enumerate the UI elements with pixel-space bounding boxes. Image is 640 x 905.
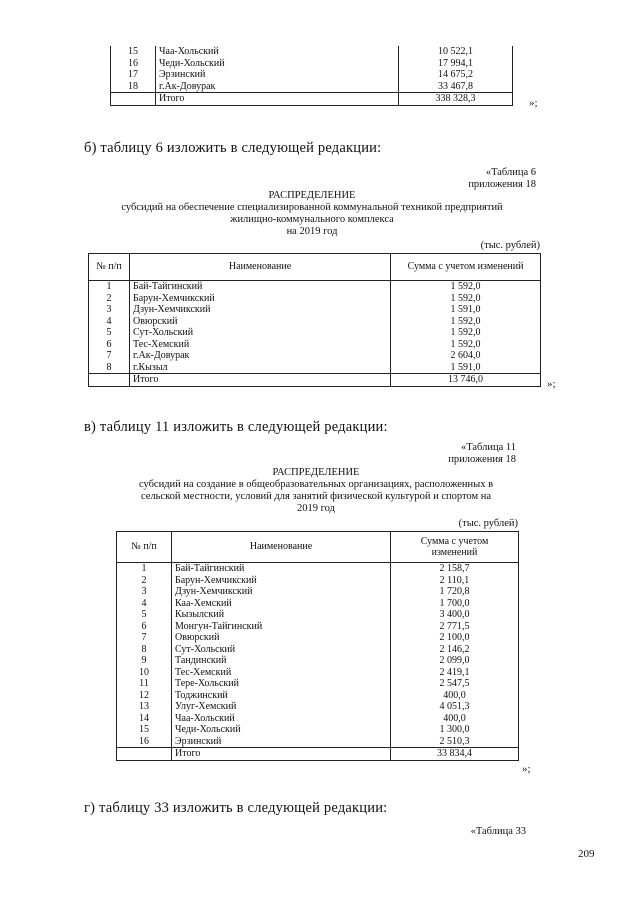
table6-units: (тыс. рублей)	[480, 240, 540, 251]
table11-row-sum: 2 510,3	[391, 736, 519, 748]
table11-row-number: 13	[117, 701, 172, 713]
top-table-row-name: Чеди-Хольский	[156, 58, 399, 70]
table11-closing: »;	[522, 763, 531, 775]
table6-row	[89, 339, 541, 351]
table6-row-number: 8	[89, 362, 130, 374]
table11-row-name: Дзун-Хемчикский	[172, 586, 391, 598]
table11-total-row	[117, 748, 519, 761]
table11-total-label: Итого	[172, 748, 391, 761]
table11-row	[117, 644, 519, 656]
table6-row-name: Дзун-Хемчикский	[130, 304, 391, 316]
top-table-row	[111, 58, 513, 70]
table6-row-number: 6	[89, 339, 130, 351]
table11-row	[117, 724, 519, 736]
table11-row-sum: 1 700,0	[391, 598, 519, 610]
top-table-total-label: Итого	[156, 93, 399, 106]
table6-ref-line1: «Таблица 6	[485, 167, 536, 178]
table11-row	[117, 609, 519, 621]
table6-row-sum: 1 592,0	[391, 339, 541, 351]
table11-row	[117, 598, 519, 610]
table11-row-number: 3	[117, 586, 172, 598]
table6-row	[89, 350, 541, 362]
table6-row-name: Тес-Хемский	[130, 339, 391, 351]
table11-row-number: 5	[117, 609, 172, 621]
table6-row-number: 1	[89, 281, 130, 293]
table6	[88, 253, 541, 387]
table6-row	[89, 316, 541, 328]
table11-row-name: Тес-Хемский	[172, 667, 391, 679]
table6-row	[89, 362, 541, 374]
top-table-row	[111, 69, 513, 81]
table11-row	[117, 678, 519, 690]
table6-caption	[84, 190, 540, 238]
table6-row	[89, 281, 541, 293]
top-table-row-sum: 10 522,1	[399, 46, 513, 58]
table11-row-sum: 1 720,8	[391, 586, 519, 598]
table6-row	[89, 293, 541, 305]
table11-row	[117, 713, 519, 725]
table11	[116, 531, 519, 761]
table11-row-sum: 1 300,0	[391, 724, 519, 736]
table11-row-name: Каа-Хемский	[172, 598, 391, 610]
table6-row-sum: 1 591,0	[391, 362, 541, 374]
table6-row-name: г.Ак-Довурак	[130, 350, 391, 362]
table11-row-number: 1	[117, 563, 172, 575]
table11-subtitle-2: сельской местности, условий для занятий физической культурой и спортом на	[140, 491, 492, 502]
table6-subtitle-1: субсидий на обеспечение специализированной коммунальной техникой предприятий	[121, 202, 503, 213]
top-table-row-name: Чаа-Хольский	[156, 46, 399, 58]
table11-row-name: Эрзинский	[172, 736, 391, 748]
table11-row-name: Бай-Тайгинский	[172, 563, 391, 575]
table6-row-number: 3	[89, 304, 130, 316]
table11-row-sum: 2 099,0	[391, 655, 519, 667]
top-table-total-sum: 338 328,3	[399, 93, 513, 106]
top-table-total-row	[111, 93, 513, 106]
table11-row-sum: 2 146,2	[391, 644, 519, 656]
table11-row-number: 16	[117, 736, 172, 748]
top-table-row-number: 17	[111, 69, 156, 81]
table11-row-number: 12	[117, 690, 172, 702]
table11-row-number: 4	[117, 598, 172, 610]
top-table-row-name: Эрзинский	[156, 69, 399, 81]
table11-body	[117, 563, 519, 761]
table11-row-number: 7	[117, 632, 172, 644]
table6-total-label: Итого	[130, 374, 391, 387]
table11-row-name: Тандинский	[172, 655, 391, 667]
table6-body	[89, 281, 541, 387]
paragraph-g: г) таблицу 33 изложить в следующей редакции:	[84, 800, 388, 816]
table11-row-sum: 2 110,1	[391, 575, 519, 587]
table6-heading: РАСПРЕДЕЛЕНИЕ	[268, 190, 356, 201]
table11-row-sum: 400,0	[391, 713, 519, 725]
table6-row-sum: 1 592,0	[391, 327, 541, 339]
table6-row-name: Сут-Хольский	[130, 327, 391, 339]
table11-row-number: 10	[117, 667, 172, 679]
table11-subtitle-1: субсидий на создание в общеобразовательных организациях, расположенных в	[138, 479, 494, 490]
table6-row-number: 5	[89, 327, 130, 339]
table6-row-sum: 2 604,0	[391, 350, 541, 362]
top-table-row-number: 16	[111, 58, 156, 70]
table11-row-name: Сут-Хольский	[172, 644, 391, 656]
table6-row-sum: 1 591,0	[391, 304, 541, 316]
table11-row-number: 2	[117, 575, 172, 587]
table11-caption	[90, 467, 542, 515]
table11-row	[117, 621, 519, 633]
table11-row-sum: 3 400,0	[391, 609, 519, 621]
top-table-body	[111, 46, 513, 105]
table11-row-name: Монгун-Тайгинский	[172, 621, 391, 633]
table11-row-sum: 4 051,3	[391, 701, 519, 713]
table11-row-name: Тоджинский	[172, 690, 391, 702]
table11-col-sum-line2: изменений	[431, 547, 478, 558]
table11-row-name: Улуг-Хемский	[172, 701, 391, 713]
table6-total-row	[89, 374, 541, 387]
table11-row-sum: 2 419,1	[391, 667, 519, 679]
table11-row-sum: 2 158,7	[391, 563, 519, 575]
table11-row-number: 9	[117, 655, 172, 667]
top-table-row-sum: 17 994,1	[399, 58, 513, 70]
table11-ref-line1: «Таблица 11	[460, 442, 516, 453]
table11-row-name: Кызылский	[172, 609, 391, 621]
table11-row	[117, 701, 519, 713]
top-table-row-number: 15	[111, 46, 156, 58]
top-table-total-blank	[111, 93, 156, 106]
table11-col-sum	[391, 532, 519, 563]
table11-row-number: 15	[117, 724, 172, 736]
table11-row-name: Барун-Хемчикский	[172, 575, 391, 587]
table6-row-name: Бай-Тайгинский	[130, 281, 391, 293]
table11-row	[117, 655, 519, 667]
table11-reference	[330, 442, 516, 466]
table11-row-sum: 2 100,0	[391, 632, 519, 644]
table6-subtitle-2: жилищно-коммунального комплекса	[230, 214, 394, 225]
table6-row-sum: 1 592,0	[391, 293, 541, 305]
page-number: 209	[578, 848, 595, 860]
table11-row-name: Тере-Хольский	[172, 678, 391, 690]
top-table-row	[111, 46, 513, 58]
table6-row-name: г.Кызыл	[130, 362, 391, 374]
table11-col-sum-line1: Сумма с учетом	[420, 535, 489, 547]
table11-row	[117, 632, 519, 644]
table11-row	[117, 586, 519, 598]
table11-subtitle-3: 2019 год	[297, 503, 335, 514]
table11-row-sum: 2 547,5	[391, 678, 519, 690]
table11-total-blank	[117, 748, 172, 761]
table11-row-number: 11	[117, 678, 172, 690]
table6-reference	[350, 167, 536, 191]
table11-row	[117, 667, 519, 679]
table6-closing: »;	[547, 378, 556, 390]
table6-row-sum: 1 592,0	[391, 316, 541, 328]
top-table-row	[111, 81, 513, 93]
table6-row-number: 2	[89, 293, 130, 305]
table6-row-name: Барун-Хемчикский	[130, 293, 391, 305]
table6-ref-line2: приложения 18	[468, 179, 536, 190]
top-table-row-sum: 14 675,2	[399, 69, 513, 81]
table11-row-name: Чаа-Хольский	[172, 713, 391, 725]
table6-total-blank	[89, 374, 130, 387]
table11-heading: РАСПРЕДЕЛЕНИЕ	[272, 467, 360, 478]
table33-reference: «Таблица 33	[470, 826, 526, 837]
top-table-closing: »;	[529, 97, 538, 109]
table11-row	[117, 736, 519, 748]
table11-row	[117, 575, 519, 587]
table6-row-sum: 1 592,0	[391, 281, 541, 293]
table11-ref-line2: приложения 18	[448, 454, 516, 465]
table11-row-number: 8	[117, 644, 172, 656]
top-table-row-number: 18	[111, 81, 156, 93]
table11-col-name: Наименование	[172, 532, 391, 563]
top-table	[110, 46, 513, 106]
top-table-row-sum: 33 467,8	[399, 81, 513, 93]
table6-row	[89, 327, 541, 339]
table11-row-sum: 400,0	[391, 690, 519, 702]
table11-row-number: 6	[117, 621, 172, 633]
table6-row-number: 7	[89, 350, 130, 362]
paragraph-b: б) таблицу 6 изложить в следующей редакции:	[84, 140, 382, 156]
table6-row-name: Овюрский	[130, 316, 391, 328]
table11-row	[117, 563, 519, 575]
table11-row-name: Чеди-Хольский	[172, 724, 391, 736]
table11-row	[117, 690, 519, 702]
table6-col-sum: Сумма с учетом изменений	[391, 254, 541, 281]
table6-total-sum: 13 746,0	[391, 374, 541, 387]
table11-col-number: № п/п	[117, 532, 172, 563]
table11-row-sum: 2 771,5	[391, 621, 519, 633]
top-table-row-name: г.Ак-Довурак	[156, 81, 399, 93]
table11-units: (тыс. рублей)	[458, 518, 518, 529]
paragraph-v: в) таблицу 11 изложить в следующей редакции:	[84, 419, 388, 435]
table6-subtitle-3: на 2019 год	[286, 226, 338, 237]
table11-total-sum: 33 834,4	[391, 748, 519, 761]
table11-row-number: 14	[117, 713, 172, 725]
table11-row-name: Овюрский	[172, 632, 391, 644]
table6-row	[89, 304, 541, 316]
table6-row-number: 4	[89, 316, 130, 328]
table6-col-name: Наименование	[130, 254, 391, 281]
table6-col-number: № п/п	[89, 254, 130, 281]
